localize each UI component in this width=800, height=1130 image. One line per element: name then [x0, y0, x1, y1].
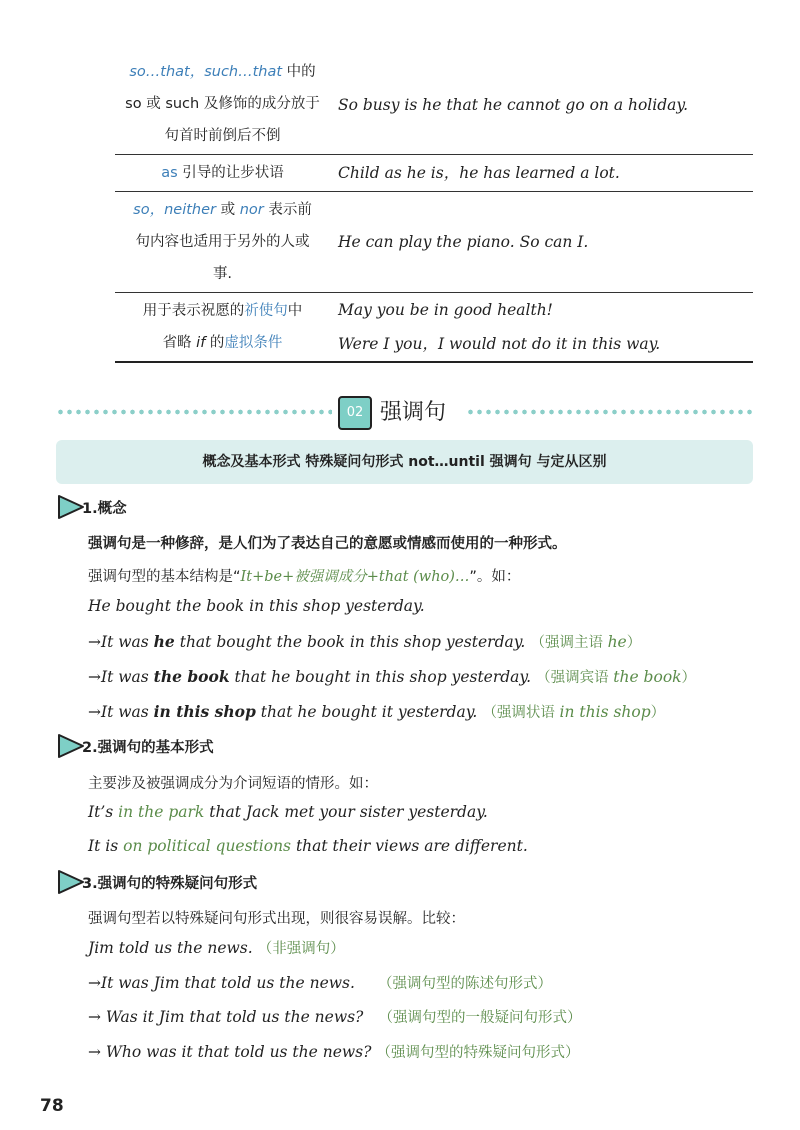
section-number-badge: 02	[338, 396, 372, 430]
text: →It was Jim that told us the news.	[88, 974, 355, 992]
table-row	[115, 155, 753, 192]
table-cell-rule	[115, 293, 330, 361]
example-sentence: He can play the piano. So can I.	[338, 233, 589, 251]
rule-line: 句首时前倒后不倒	[164, 128, 281, 144]
table-row	[115, 56, 753, 155]
rule-text: 引导的让步状语	[177, 165, 284, 181]
keyword: so…that，such…that	[129, 64, 283, 80]
table-row	[115, 192, 753, 293]
text: → Who was it that told us the news?	[88, 1043, 372, 1061]
definition-text: 强调句是一种修辞，是人们为了表达自己的意愿或情感而使用的一种形式。	[88, 536, 567, 552]
note: ）	[650, 705, 666, 721]
rule-text: 省略	[162, 335, 197, 351]
keyword: 祈使句	[244, 303, 288, 319]
example-sentence	[88, 701, 665, 722]
rule-text: 或	[215, 202, 240, 218]
rule-text: 表示前	[263, 202, 312, 218]
dotted-divider	[466, 409, 756, 415]
note: （强调主语	[530, 635, 608, 651]
subheading-label: 3.强调句的特殊疑问句形式	[82, 875, 258, 892]
rule-text: 及修饰的成分放于	[199, 96, 320, 112]
note-keyword: he	[607, 633, 627, 651]
text: that he bought in this shop yesterday.	[229, 668, 532, 686]
example-sentence	[88, 666, 696, 687]
rule-line	[115, 327, 330, 359]
emphasis: the book	[153, 667, 230, 686]
note: ）	[681, 670, 697, 686]
description-text: 主要涉及被强调成分为介词短语的情形。如：	[88, 776, 378, 792]
rule-line: 事.	[212, 266, 233, 282]
example-sentence	[88, 631, 641, 652]
note: ）	[626, 635, 642, 651]
example-sentence: So busy is he that he cannot go on a holiday.	[338, 96, 689, 114]
description-text: 强调句型若以特殊疑问句形式出现，则很容易误解。比较：	[88, 911, 465, 927]
note-keyword: the book	[613, 668, 682, 686]
text: →It was	[88, 668, 154, 686]
table-cell-rule	[115, 192, 330, 292]
subheading-3	[56, 869, 257, 895]
structure-formula: It+be+被强调成分+that (who)…	[240, 569, 470, 585]
keyword: 虚拟条件	[224, 335, 283, 351]
text: that he bought it yesterday.	[255, 703, 478, 721]
subheading-2	[56, 733, 214, 759]
table-cell-rule	[115, 155, 330, 191]
text: →It was	[88, 703, 154, 721]
keyword: if	[196, 335, 206, 351]
table-cell-example	[330, 192, 753, 292]
inversion-table	[115, 56, 753, 363]
table-cell-rule	[115, 56, 330, 154]
subheading-1	[56, 494, 127, 520]
note: （强调宾语	[536, 670, 614, 686]
example-sentence: Child as he is，he has learned a lot.	[338, 164, 620, 182]
rule-line: 句内容也适用于另外的人或	[135, 234, 310, 250]
note: （非强调句）	[257, 941, 345, 957]
rule-text: 中	[287, 303, 303, 319]
emphasis: on political questions	[123, 837, 292, 855]
text: Jim told us the news.	[88, 939, 253, 957]
example-sentence	[88, 937, 345, 958]
text: that bought the book in this shop yesterday.	[174, 633, 526, 651]
text: ”。如：	[469, 569, 521, 585]
rule-line	[115, 56, 330, 88]
rule-line	[115, 194, 330, 226]
emphasis: in the park	[118, 803, 205, 821]
text: that their views are different.	[291, 837, 528, 855]
text: 强调句型的基本结构是“	[88, 569, 241, 585]
text: →It was	[88, 633, 154, 651]
text: It’s	[88, 803, 119, 821]
keyword: nor	[239, 202, 264, 218]
example-sentence	[88, 972, 552, 993]
keyword: so	[125, 96, 142, 112]
table-cell-example	[330, 155, 753, 191]
emphasis: he	[153, 632, 175, 651]
note: （强调状语	[482, 705, 560, 721]
example-sentence: Were I you，I would not do it in this way.	[338, 335, 661, 353]
table-cell-example	[330, 56, 753, 154]
note: （强调句型的陈述句形式）	[378, 976, 552, 992]
subheading-label: 1.概念	[82, 500, 127, 517]
dotted-divider	[56, 409, 332, 415]
example-sentence: He bought the book in this shop yesterday.	[88, 597, 425, 615]
rule-text: 中的	[282, 64, 316, 80]
subheading-label: 2.强调句的基本形式	[82, 739, 214, 756]
note-keyword: in this shop	[559, 703, 651, 721]
section-header	[56, 390, 756, 434]
text: It is	[88, 837, 124, 855]
note: （强调句型的特殊疑问句形式）	[376, 1045, 580, 1061]
table-row	[115, 293, 753, 363]
section-title: 强调句	[380, 400, 447, 425]
table-cell-example	[330, 293, 753, 361]
rule-text: 的	[205, 335, 225, 351]
emphasis: in this shop	[153, 702, 256, 721]
rule-line	[115, 295, 330, 327]
rule-text: 用于表示祝愿的	[142, 303, 245, 319]
rule-line	[115, 88, 330, 120]
example-sentence	[88, 1041, 580, 1062]
example-sentence: May you be in good health!	[338, 301, 553, 319]
rule-text: 或	[141, 96, 166, 112]
topic-nav-bar: 概念及基本形式 特殊疑问句形式 not…until 强调句 与定从区别	[56, 440, 753, 484]
text: → Was it Jim that told us the news?	[88, 1008, 364, 1026]
example-sentence	[88, 802, 488, 821]
keyword: so，neither	[133, 202, 216, 218]
structure-text	[88, 565, 520, 586]
example-sentence	[88, 1006, 581, 1027]
keyword: as	[161, 165, 178, 181]
example-sentence	[88, 836, 528, 855]
text: that Jack met your sister yesterday.	[204, 803, 488, 821]
keyword: such	[165, 96, 200, 112]
page-number: 78	[40, 1096, 64, 1116]
note: （强调句型的一般疑问句形式）	[378, 1010, 582, 1026]
